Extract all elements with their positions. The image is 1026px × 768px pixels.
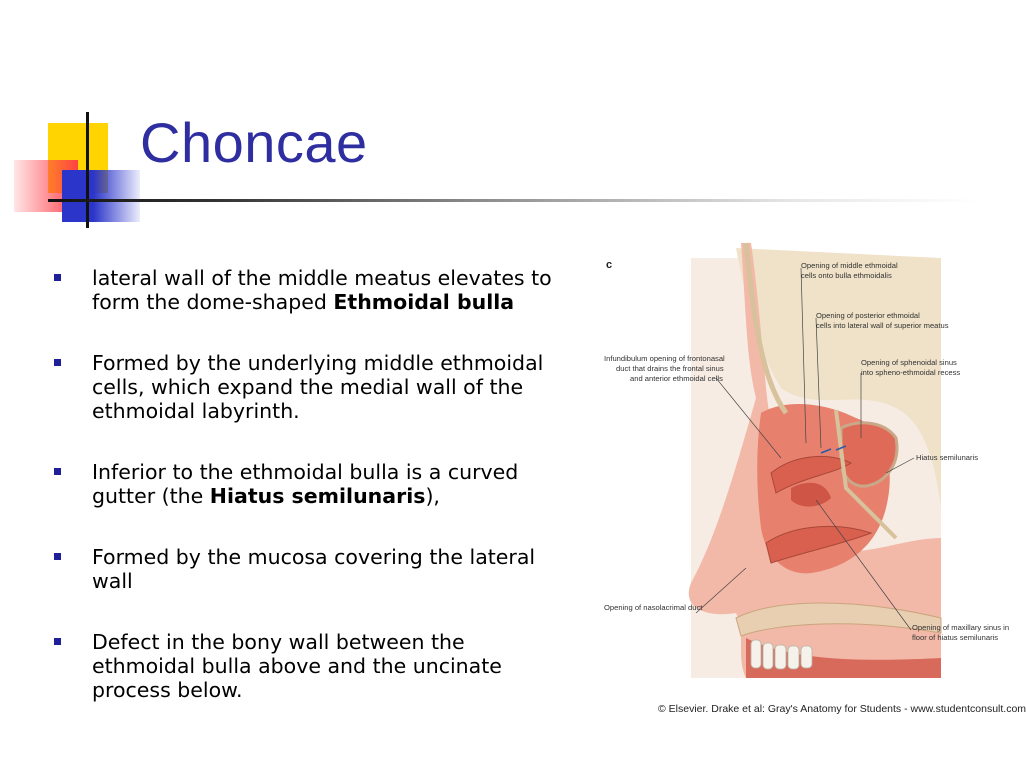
bullet-bold-term: Ethmoidal bulla — [333, 290, 515, 314]
label-hiatus-semilunaris: Hiatus semilunaris — [916, 453, 979, 462]
label-sphenoidal-1: Opening of sphenoidal sinus — [861, 358, 957, 367]
title-decoration — [0, 0, 160, 240]
title-underline — [48, 199, 978, 202]
label-middle-ethmoidal-1: Opening of middle ethmoidal — [801, 261, 898, 270]
label-posterior-ethmoidal-2: cells into lateral wall of superior meatus — [816, 321, 949, 330]
bullet-marker — [54, 638, 61, 645]
bullet-text: ), — [425, 484, 440, 508]
bullet-text: Formed by the mucosa covering the lateral wall — [92, 545, 536, 593]
bullet-text: Formed by the underlying middle ethmoidal cells, which expand the medial wall of the ethmoidal labyrinth. — [92, 351, 544, 423]
bullet-text: Inferior to the ethmoidal bulla is a curved gutter (the — [92, 460, 519, 508]
nasal-cavity-illustration — [596, 238, 1010, 703]
bullet-item — [52, 266, 572, 314]
bullet-item — [52, 545, 572, 593]
bullet-text: lateral wall of the middle meatus elevates to form the dome-shaped — [92, 266, 552, 314]
bullet-text: Defect in the bony wall between the ethmoidal bulla above and the uncinate process below. — [92, 630, 502, 702]
label-maxillary-2: floor of hiatus semilunaris — [912, 633, 999, 642]
label-sphenoidal-2: into spheno-ethmoidal recess — [861, 368, 961, 377]
label-posterior-ethmoidal-1: Opening of posterior ethmoidal — [816, 311, 920, 320]
label-infundibulum-1: Infundibulum opening of frontonasal — [604, 354, 725, 363]
bullet-marker — [54, 274, 61, 281]
bullet-list — [52, 266, 572, 739]
bullet-bold-term: Hiatus semilunaris — [209, 484, 426, 508]
bullet-marker — [54, 468, 61, 475]
label-infundibulum-3: and anterior ethmoidal cells — [630, 374, 723, 383]
label-middle-ethmoidal-2: cells onto bulla ethmoidalis — [801, 271, 892, 280]
bullet-item — [52, 351, 572, 423]
decor-blue-square — [62, 170, 140, 222]
label-nasolacrimal: Opening of nasolacrimal duct — [604, 603, 703, 612]
bullet-marker — [54, 553, 61, 560]
slide-title: Choncae — [140, 111, 368, 174]
bullet-marker — [54, 359, 61, 366]
bullet-item — [52, 460, 572, 508]
label-maxillary-1: Opening of maxillary sinus in — [912, 623, 1010, 632]
decor-vertical-line — [86, 112, 89, 228]
panel-letter: c — [606, 259, 613, 271]
anatomy-figure — [596, 238, 1010, 723]
bullet-item — [52, 630, 572, 702]
label-infundibulum-2: duct that drains the frontal sinus — [616, 364, 724, 373]
figure-caption: © Elsevier. Drake et al: Gray's Anatomy for Students - www.studentconsult.com — [658, 703, 1026, 715]
